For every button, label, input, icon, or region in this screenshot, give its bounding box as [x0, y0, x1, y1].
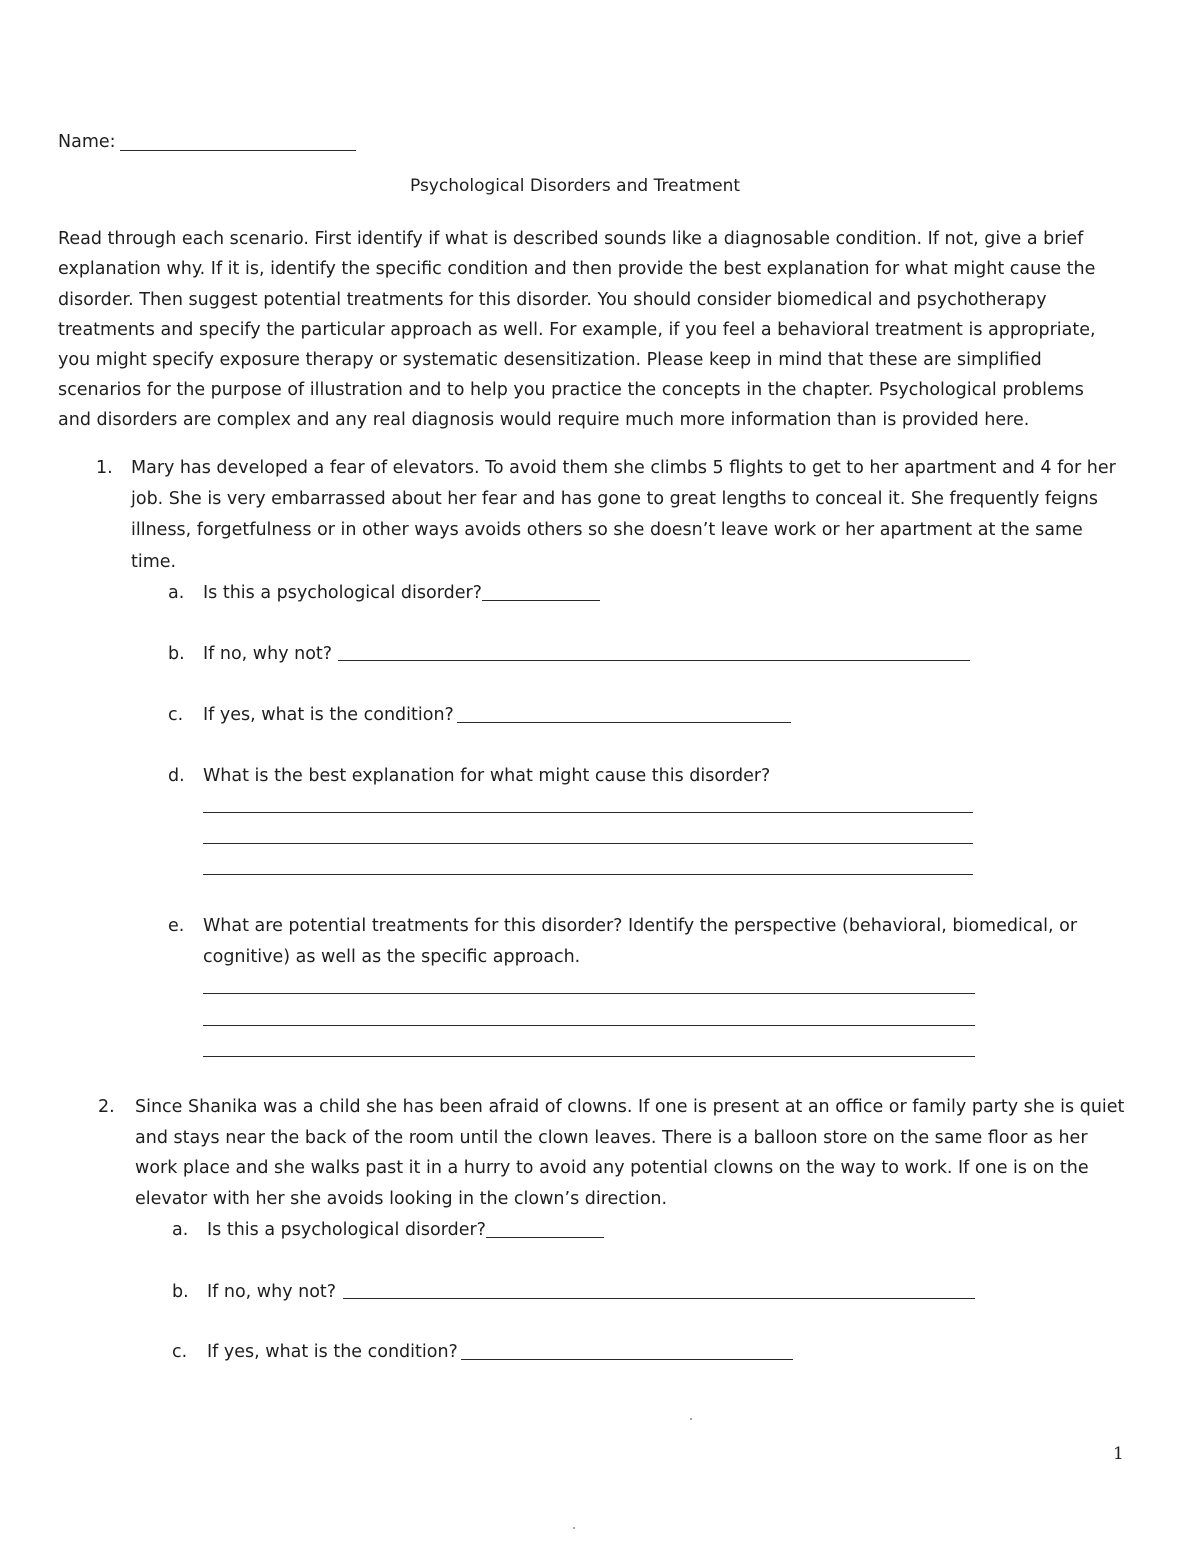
- instructions-line: Read through each scenario. First identify if what is described sounds like a diagnosable condition. If not, give a brief: [58, 229, 1084, 249]
- instructions-line: scenarios for the purpose of illustration and to help you practice the concepts in the chapter. Psychological problems: [58, 380, 1084, 400]
- question-text: If no, why not?: [203, 644, 333, 664]
- instructions-line: explanation why. If it is, identify the specific condition and then provide the best explanation for what might cause the: [58, 259, 1096, 279]
- scenario-line: work place and she walks past it in a hurry to avoid any potential clowns on the way to work. If one is on the: [135, 1158, 1089, 1178]
- question-text: If no, why not?: [207, 1282, 337, 1302]
- instructions-line: and disorders are complex and any real diagnosis would require much more information than is provided here.: [58, 410, 1030, 430]
- answer-line-treatment[interactable]: [203, 1056, 975, 1057]
- question-letter: b.: [172, 1282, 189, 1302]
- name-label: Name:: [58, 132, 116, 152]
- instructions-line: you might specify exposure therapy or systematic desensitization. Please keep in mind that these are simplified: [58, 350, 1042, 370]
- question-letter: c.: [168, 705, 184, 725]
- scan-speck: [573, 1527, 575, 1529]
- instructions-line: treatments and specify the particular approach as well. For example, if you feel a behavioral treatment is appropriate,: [58, 320, 1096, 340]
- answer-line-treatment[interactable]: [203, 993, 975, 994]
- answer-line-condition[interactable]: [461, 1359, 793, 1360]
- question-text: cognitive) as well as the specific approach.: [203, 947, 581, 967]
- scenario-number: 2.: [98, 1097, 115, 1117]
- scenario-line: job. She is very embarrassed about her fear and has gone to great lengths to conceal it. She frequently feigns: [131, 489, 1098, 509]
- answer-line-why-not[interactable]: [338, 660, 970, 661]
- scenario-line: elevator with her she avoids looking in the clown’s direction.: [135, 1189, 668, 1209]
- scan-speck: [690, 1418, 692, 1420]
- page-number: 1: [1113, 1444, 1124, 1464]
- scenario-line: and stays near the back of the room until the clown leaves. There is a balloon store on the same floor as her: [135, 1128, 1088, 1148]
- question-letter: e.: [168, 916, 185, 936]
- question-text: If yes, what is the condition?: [207, 1342, 458, 1362]
- answer-line-cause[interactable]: [203, 843, 973, 844]
- question-letter: a.: [172, 1220, 189, 1240]
- answer-line-disorder[interactable]: [486, 1237, 604, 1238]
- answer-line-treatment[interactable]: [203, 1025, 975, 1026]
- answer-line-why-not[interactable]: [343, 1298, 975, 1299]
- question-letter: a.: [168, 583, 185, 603]
- answer-line-cause[interactable]: [203, 874, 973, 875]
- answer-line-condition[interactable]: [457, 722, 791, 723]
- question-text: What are potential treatments for this disorder? Identify the perspective (behavioral, biomedical, or: [203, 916, 1078, 936]
- name-field[interactable]: [120, 150, 356, 151]
- scenario-line: Mary has developed a fear of elevators. To avoid them she climbs 5 flights to get to her apartment and 4 for her: [131, 458, 1116, 478]
- question-text: Is this a psychological disorder?: [207, 1220, 486, 1240]
- instructions-line: disorder. Then suggest potential treatments for this disorder. You should consider biomedical and psychotherapy: [58, 290, 1047, 310]
- scenario-line: time.: [131, 552, 177, 572]
- question-text: If yes, what is the condition?: [203, 705, 454, 725]
- page-title: Psychological Disorders and Treatment: [410, 176, 741, 196]
- answer-line-disorder[interactable]: [482, 600, 600, 601]
- scenario-line: illness, forgetfulness or in other ways avoids others so she doesn’t leave work or her apartment at the same: [131, 520, 1083, 540]
- question-text: What is the best explanation for what might cause this disorder?: [203, 766, 771, 786]
- question-text: Is this a psychological disorder?: [203, 583, 482, 603]
- scenario-line: Since Shanika was a child she has been afraid of clowns. If one is present at an office or family party she is quiet: [135, 1097, 1125, 1117]
- question-letter: b.: [168, 644, 185, 664]
- scenario-number: 1.: [96, 458, 113, 478]
- question-letter: d.: [168, 766, 185, 786]
- question-letter: c.: [172, 1342, 188, 1362]
- answer-line-cause[interactable]: [203, 812, 973, 813]
